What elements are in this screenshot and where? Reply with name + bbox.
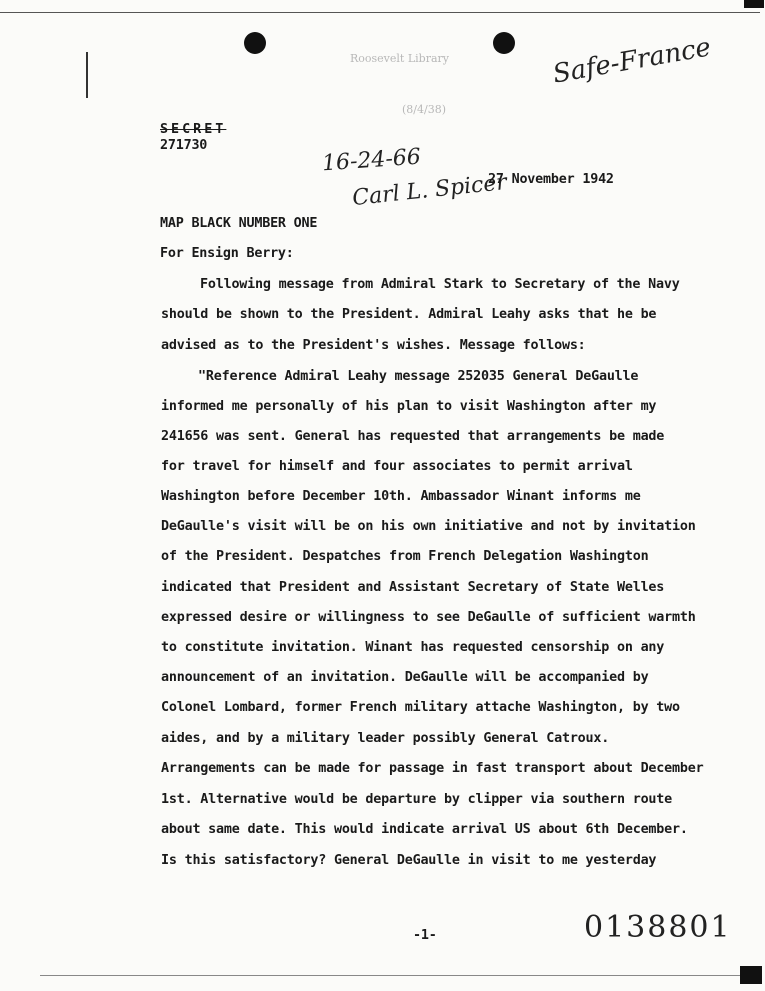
library-stamp: Roosevelt Library (350, 52, 449, 65)
corner-mark-top (744, 0, 764, 8)
body-line: informed me personally of his plan to visit Washington after my (161, 399, 657, 414)
body-line: should be shown to the President. Admiral Leahy asks that he be (161, 307, 657, 322)
body-line: 241656 was sent. General has requested that arrangements be made (161, 429, 665, 444)
body-line: Following message from Admiral Stark to Secretary of the Navy (200, 277, 680, 292)
punch-hole-right (493, 32, 515, 54)
body-line: "Reference Admiral Leahy message 252035 General DeGaulle (198, 369, 639, 384)
page-number: -1- (413, 928, 437, 943)
handwritten-file-note: Safe-France (550, 32, 714, 90)
classification: SECRET (160, 122, 227, 137)
body-line: expressed desire or willingness to see DeGaulle of sufficient warmth (161, 610, 696, 625)
memo-subject: MAP BLACK NUMBER ONE (160, 216, 318, 231)
body-line: advised as to the President's wishes. Message follows: (161, 338, 586, 353)
memo-date: 27 November 1942 (488, 172, 614, 187)
body-line: Washington before December 10th. Ambassador Winant informs me (161, 489, 641, 504)
top-edge-line (0, 12, 760, 13)
margin-mark (86, 52, 88, 98)
message-number: 271730 (160, 138, 208, 153)
signature: Carl L. Spicer (351, 169, 509, 212)
corner-mark (740, 966, 762, 984)
body-line: aides, and by a military leader possibly General Catroux. (161, 731, 610, 746)
body-line: of the President. Despatches from French Delegation Washington (161, 549, 649, 564)
body-line: Colonel Lombard, former French military attache Washington, by two (161, 700, 680, 715)
body-line: 1st. Alternative would be departure by clipper via southern route (161, 792, 673, 807)
body-line: Arrangements can be made for passage in fast transport about December (161, 761, 704, 776)
body-line: about same date. This would indicate arrival US about 6th December. (161, 822, 688, 837)
body-line: for travel for himself and four associates to permit arrival (161, 459, 633, 474)
body-line: Is this satisfactory? General DeGaulle in visit to me yesterday (161, 853, 657, 868)
declassification-stamp: (8/4/38) (402, 103, 446, 116)
body-line: announcement of an invitation. DeGaulle will be accompanied by (161, 670, 649, 685)
handwritten-date: 16-24-66 (321, 144, 422, 177)
body-line: DeGaulle's visit will be on his own initiative and not by invitation (161, 519, 696, 534)
body-line: indicated that President and Assistant Secretary of State Welles (161, 580, 665, 595)
bottom-edge-line (40, 975, 740, 976)
salutation: For Ensign Berry: (160, 246, 294, 261)
punch-hole-left (244, 32, 266, 54)
handwritten-document-id: 0138801 (584, 910, 732, 945)
body-line: to constitute invitation. Winant has requested censorship on any (161, 640, 665, 655)
